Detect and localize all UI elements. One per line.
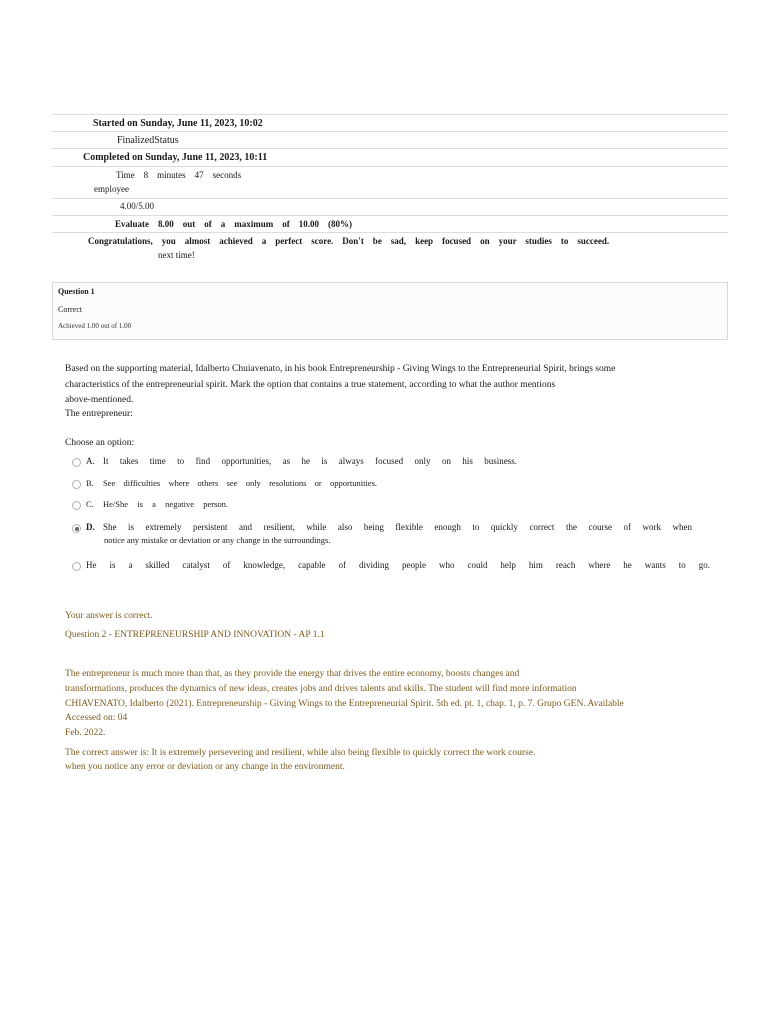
option-a-letter: A. (86, 456, 95, 466)
question-grade: Achieved 1.00 out of 1.00 (58, 322, 132, 330)
next-question-title: Question 2 - ENTREPRENEURSHIP AND INNOVATION - AP 1.1 (65, 630, 325, 640)
question-text-line-1: Based on the supporting material, Idalberto Chuiavenato, in his book Entrepreneurship - Giving Wings to the Entrepreneurial Spirit, brings some (65, 364, 616, 374)
status-text: FinalizedStatus (117, 135, 179, 146)
summary-row-completed (52, 148, 728, 166)
grade-text: 4.00/5.00 (120, 201, 155, 211)
question-text-line-3: above-mentioned. (65, 395, 134, 405)
option-a-line (86, 456, 517, 466)
option-e-text: He is a skilled catalyst of knowledge, capable of dividing people who could help him reach where he wants to go. (86, 560, 710, 570)
time-label-employee: employee (94, 184, 129, 194)
evaluate-text: Evaluate 8.00 out of a maximum of 10.00 (80%) (115, 219, 352, 229)
option-c-text: He/She is a negative person. (103, 499, 228, 509)
question-text-line-2: characteristics of the entrepreneurial spirit. Mark the option that contains a true statement, according to what the author mentions (65, 380, 556, 390)
feedback-line-1: Congratulations, you almost achieved a perfect score. Don't be sad, keep focused on your studies to succeed. (88, 236, 610, 246)
option-d-text: She is extremely persistent and resilient, while also being flexible enough to quickly correct the course of work when (103, 522, 692, 532)
correct-answer-line-1: The correct answer is: It is extremely persevering and resilient, while also being flexible to quickly correct the work course. (65, 748, 536, 758)
started-text: Started on Sunday, June 11, 2023, 10:02 (93, 118, 263, 129)
option-b-text: See difficulties where others see only resolutions or opportunities. (103, 478, 377, 488)
question-text-line-4: The entrepreneur: (65, 409, 133, 419)
option-b-line (86, 478, 377, 488)
option-d-line (86, 522, 692, 532)
choose-option-label: Choose an option: (65, 438, 135, 448)
correct-answer-line-2: when you notice any error or deviation or any change in the environment. (65, 762, 345, 772)
option-c-letter: C. (86, 499, 94, 509)
option-d-letter: D. (86, 522, 95, 532)
option-d-text-2: notice any mistake or deviation or any change in the surroundings. (104, 535, 331, 545)
option-c-radio[interactable] (72, 501, 81, 510)
option-e-line (86, 560, 710, 570)
option-c-line (86, 499, 228, 509)
option-a-radio[interactable] (72, 458, 81, 467)
summary-row-feedback (52, 232, 728, 265)
feedback-line-2: next time! (158, 250, 195, 260)
summary-row-grade (52, 198, 728, 215)
option-a-text: It takes time to find opportunities, as he is always focused only on his business. (103, 456, 517, 466)
option-b-letter: B. (86, 478, 94, 488)
option-b-radio[interactable] (72, 480, 81, 489)
explanation-line-5: Feb. 2022. (65, 728, 106, 738)
summary-row-status (52, 131, 728, 148)
option-e-radio[interactable] (72, 562, 81, 571)
explanation-line-1: The entrepreneur is much more than that, as they provide the energy that drives the entire economy, boosts changes and (65, 669, 520, 679)
time-text: Time 8 minutes 47 seconds (116, 170, 242, 180)
completed-text: Completed on Sunday, June 11, 2023, 10:11 (83, 152, 268, 163)
summary-row-started (52, 114, 728, 131)
question-info-box (52, 282, 728, 340)
explanation-line-2: transformations, produces the dynamics of new ideas, creates jobs and drives talents and skills. The student will find more information (65, 684, 577, 694)
question-state: Correct (58, 305, 82, 314)
summary-row-evaluate (52, 215, 728, 232)
question-number: Question 1 (58, 287, 95, 296)
summary-row-time (52, 166, 728, 198)
attempt-summary (52, 114, 728, 265)
option-d-radio[interactable] (72, 524, 81, 533)
explanation-line-4: Accessed on: 04 (65, 713, 128, 723)
explanation-line-3: CHIAVENATO, Idalberto (2021). Entrepreneurship - Giving Wings to the Entrepreneurial Spirit. 5th ed. pt. 1, chap. 1, p. 7. Grupo GEN. Available (65, 699, 624, 709)
answer-correct-message: Your answer is correct. (65, 611, 153, 621)
